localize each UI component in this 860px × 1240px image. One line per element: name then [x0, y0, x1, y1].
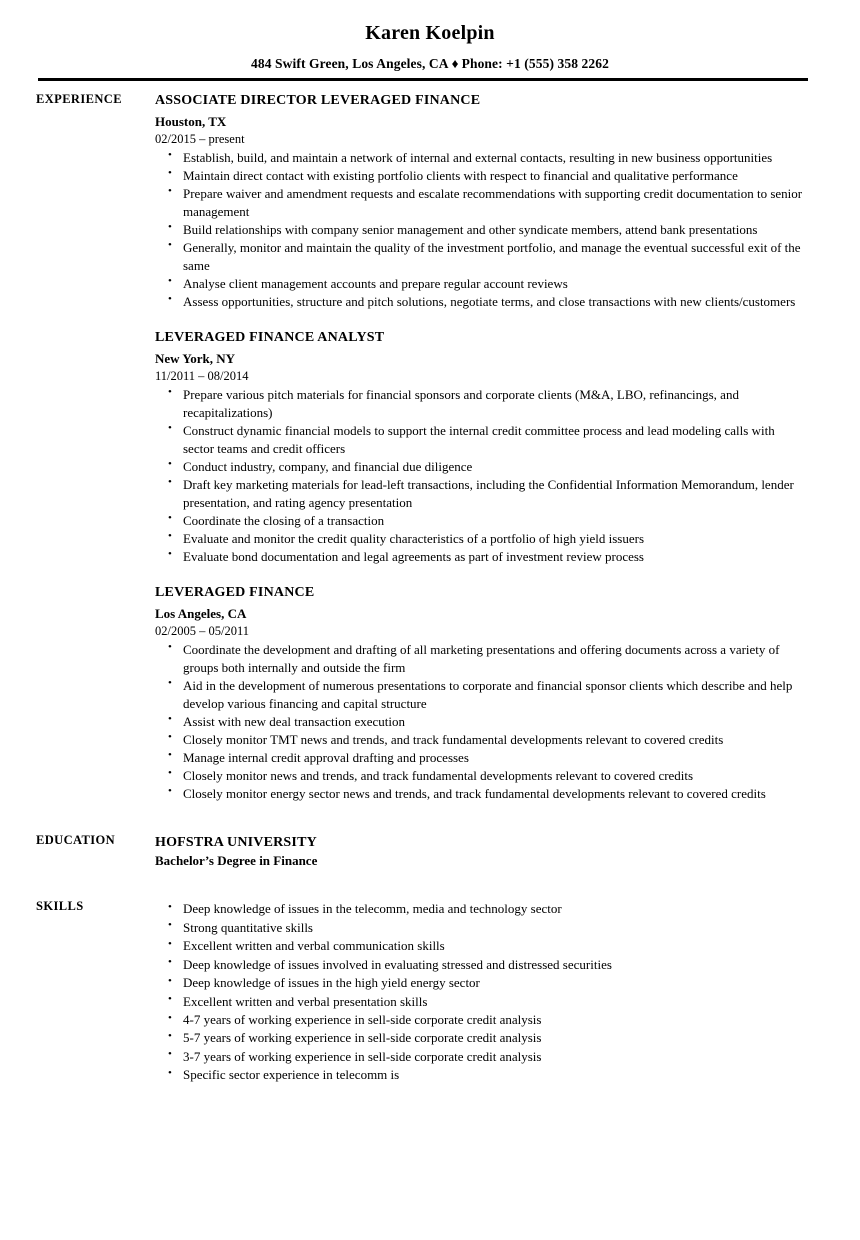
experience-body: [155, 92, 860, 803]
candidate-name: Karen Koelpin: [365, 22, 495, 44]
skill-bullet: • 4-7 years of working experience in sell-side corporate credit analysis: [155, 1011, 808, 1029]
skill-bullet: • Deep knowledge of issues involved in evaluating stressed and distressed securities: [155, 956, 808, 974]
job-location: Houston, TX: [155, 113, 227, 129]
job-entry: [155, 329, 808, 566]
section-label-skills: SKILLS: [36, 899, 84, 914]
section-label-experience: EXPERIENCE: [36, 92, 122, 106]
education-degree: Bachelor’s Degree in Finance: [155, 853, 318, 869]
job-bullet: • Prepare waiver and amendment requests and escalate recommendations with supporting credit documentation to senior management: [155, 185, 808, 221]
job-bullet: • Closely monitor energy sector news and trends, and track fundamental developments relevant to covered credits: [155, 785, 808, 803]
job-location: New York, NY: [155, 350, 236, 366]
skills-section: [0, 899, 860, 1085]
job-bullet: • Assist with new deal transaction execution: [155, 713, 808, 731]
skills-body: [155, 899, 860, 1085]
skill-bullet: • Specific sector experience in telecomm is: [155, 1066, 808, 1084]
section-label-education: EDUCATION: [36, 832, 116, 847]
skills-label-column: [0, 899, 155, 914]
job-bullet: • Coordinate the development and drafting of all marketing presentations and offering documents across a variety of groups both internally and outside the firm: [155, 641, 808, 677]
job-bullet: • Construct dynamic financial models to support the internal credit committee process and lead modeling calls with sector teams and credit officers: [155, 422, 808, 458]
skill-bullet: • Excellent written and verbal presentation skills: [155, 993, 808, 1011]
job-entry: [155, 92, 808, 311]
job-bullet: • Generally, monitor and maintain the quality of the investment portfolio, and manage the eventual successful exit of the same: [155, 239, 808, 275]
job-bullet: • Analyse client management accounts and prepare regular account reviews: [155, 275, 808, 293]
job-bullet-list: [155, 386, 808, 566]
experience-label-column: [0, 92, 155, 107]
job-title: LEVERAGED FINANCE: [155, 584, 315, 600]
job-bullet: • Closely monitor TMT news and trends, and track fundamental developments relevant to covered credits: [155, 731, 808, 749]
job-bullet: • Aid in the development of numerous presentations to corporate and financial sponsor clients which describe and help develop various financing and capital structure: [155, 677, 808, 713]
resume-header: [0, 0, 860, 72]
job-dates: 02/2015 – present: [155, 132, 245, 147]
skill-bullet: • 3-7 years of working experience in sell-side corporate credit analysis: [155, 1048, 808, 1066]
skill-bullet: • Deep knowledge of issues in the high yield energy sector: [155, 974, 808, 992]
job-bullet: • Draft key marketing materials for lead-left transactions, including the Confidential Information Memorandum, lender presentation, and rating agency presentation: [155, 476, 808, 512]
job-bullet-list: [155, 641, 808, 803]
job-bullet: • Evaluate and monitor the credit quality characteristics of a portfolio of high yield issuers: [155, 530, 808, 548]
job-bullet: • Conduct industry, company, and financial due diligence: [155, 458, 808, 476]
job-bullet: • Evaluate bond documentation and legal agreements as part of investment review process: [155, 548, 808, 566]
job-bullet: • Prepare various pitch materials for financial sponsors and corporate clients (M&A, LBO, refinancings, and recapitalizations): [155, 386, 808, 422]
diamond-separator-icon: ♦: [451, 56, 459, 71]
job-bullet: • Assess opportunities, structure and pitch solutions, negotiate terms, and close transactions with new clients/customers: [155, 293, 808, 311]
job-dates: 11/2011 – 08/2014: [155, 369, 249, 384]
job-bullet: • Establish, build, and maintain a network of internal and external contacts, resulting in new business opportunities: [155, 149, 808, 167]
job-bullet-list: [155, 149, 808, 311]
skill-bullet: • Excellent written and verbal communication skills: [155, 937, 808, 955]
job-bullet: • Closely monitor news and trends, and track fundamental developments relevant to covered credits: [155, 767, 808, 785]
job-bullet: • Build relationships with company senior management and other syndicate members, attend bank presentations: [155, 221, 808, 239]
contact-address: 484 Swift Green, Los Angeles, CA: [251, 56, 449, 71]
skill-bullet: • 5-7 years of working experience in sell-side corporate credit analysis: [155, 1029, 808, 1047]
experience-section: [0, 92, 860, 803]
job-entry: [155, 584, 808, 803]
job-bullet: • Maintain direct contact with existing portfolio clients with respect to financial and qualitative performance: [155, 167, 808, 185]
job-bullet: • Coordinate the closing of a transaction: [155, 512, 808, 530]
contact-line: [0, 56, 860, 72]
education-label-column: [0, 833, 155, 848]
job-location: Los Angeles, CA: [155, 605, 247, 621]
header-divider: [38, 78, 808, 81]
skills-bullet-list: [155, 900, 808, 1085]
education-section: [0, 833, 860, 871]
skill-bullet: • Strong quantitative skills: [155, 919, 808, 937]
job-title: LEVERAGED FINANCE ANALYST: [155, 329, 385, 345]
job-dates: 02/2005 – 05/2011: [155, 623, 249, 638]
skill-bullet: • Deep knowledge of issues in the telecomm, media and technology sector: [155, 900, 808, 918]
contact-phone: Phone: +1 (555) 358 2262: [461, 56, 609, 71]
education-body: [155, 833, 860, 871]
education-school: HOFSTRA UNIVERSITY: [155, 834, 317, 850]
job-bullet: • Manage internal credit approval drafting and processes: [155, 749, 808, 767]
job-title: ASSOCIATE DIRECTOR LEVERAGED FINANCE: [155, 93, 481, 108]
